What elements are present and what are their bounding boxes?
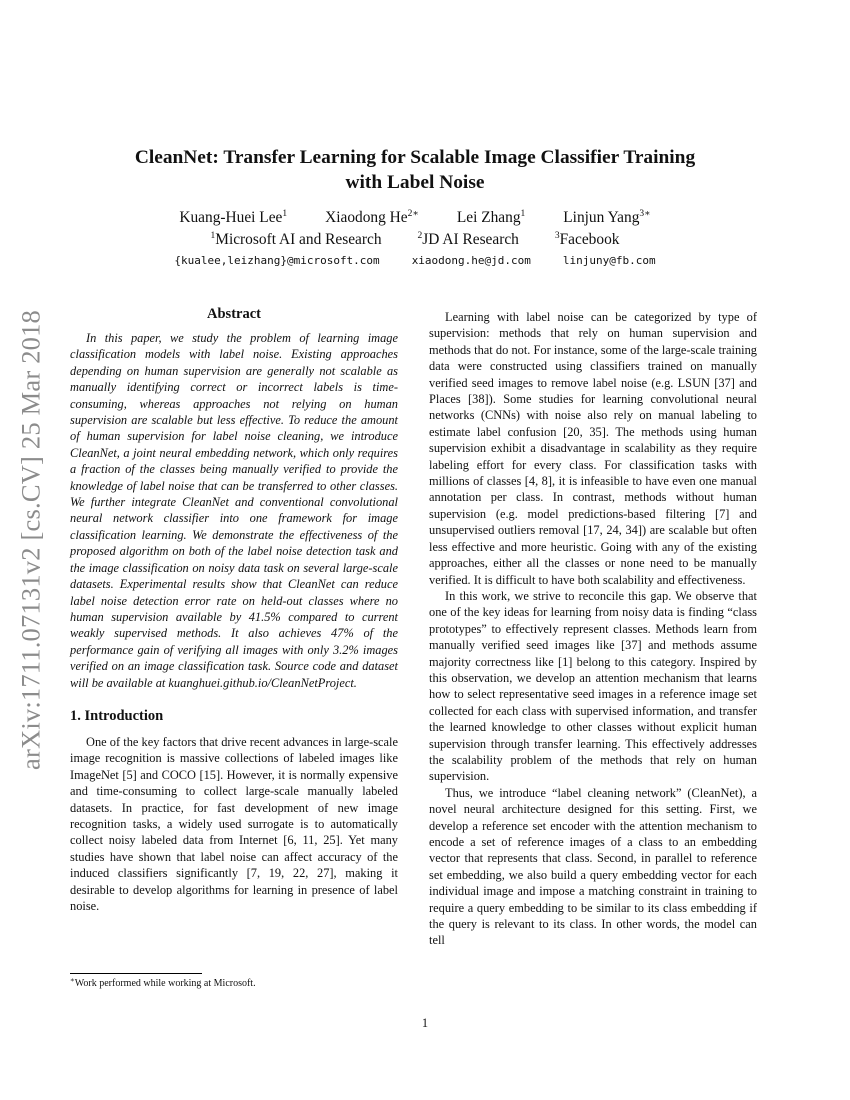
paper-title: [70, 145, 760, 195]
email: {kualee,leizhang}@microsoft.com: [174, 254, 380, 267]
affiliation-list: [60, 230, 770, 250]
title-line-1: CleanNet: Transfer Learning for Scalable Image Classifier Training: [134, 147, 696, 168]
affiliation: $^3$Facebook: [554, 231, 620, 248]
right-column: [429, 309, 757, 949]
author: Linjun Yang$^{3∗}$: [563, 209, 651, 226]
title-line-2: with Label Noise: [345, 172, 485, 193]
author: Lei Zhang$^1$: [456, 209, 526, 226]
email: linjuny@fb.com: [562, 254, 656, 267]
arxiv-id: arXiv:1711.07131v2 [cs.CV] 25 Mar 2018: [15, 309, 46, 771]
affiliation: $^1$Microsoft AI and Research: [210, 231, 382, 248]
body-paragraph: In this work, we strive to reconcile this gap. We observe that one of the key ideas for learning from noisy data is finding “class prototypes” to effectively represent classes. Methods learn from manually verified seed images like [37] and methods assume majority correctness like [1] belong to this category. Inspired by this observation, we develop an attention mechanism that learns how to select representative seed images in a reference image set collected for each class with supervised information, and transfer the learned knowledge to other classes without explicit human supervision through transfer learning. This effectively addresses the scalability problem of the methods that rely on human supervision.: [429, 588, 757, 784]
email: xiaodong.he@jd.com: [411, 254, 531, 267]
author: Kuang-Huei Lee$^1$: [179, 209, 288, 226]
email-list: [60, 253, 770, 269]
author-list: [60, 208, 770, 228]
affiliation: $^2$JD AI Research: [417, 231, 519, 248]
arxiv-sidebar-stamp: [8, 290, 54, 790]
author: Xiaodong $He^{2∗}$: [325, 209, 419, 226]
body-paragraph: Learning with label noise can be categorized by type of supervision: methods that rely on human supervision and methods that do not. For instance, some of the large-scale training data were constructed using classifiers trained on manually verified seed images to remove label noise (e.g. LSUN [37] and Places [38]). Some studies for learning convolutional neural networks (CNNs) with noise also rely on manual labeling to estimate label confusion [20, 35]. The methods using human supervision exhibit a disadvantage in scalability as they require labeling effort for every class. For classification tasks with millions of classes [4, 8], it is infeasible to have even one manual annotation per class. In contrast, methods without human supervision (e.g. model predictions-based filtering [7] and unsupervised outliers removal [17, 24, 34]) are scalable but often less effective and more heuristic. Going with any of the existing approaches, either all the classes or none need to be manually verified. It is difficult to have both scalability and effectiveness.: [429, 310, 757, 587]
abstract-heading: Abstract: [207, 306, 261, 322]
footnote-rule: [70, 973, 202, 974]
page-number: 1: [421, 1016, 429, 1030]
body-paragraph: Thus, we introduce “label cleaning network” (CleanNet), a novel neural architecture designed for this setting. First, we develop a reference set encoder with the attention mechanism to encode a set of reference images of a class to an embedding vector that represents that class. Second, in parallel to reference set embedding, we also build a query embedding vector for each individual image and impose a matching constraint in training to require a query embedding to be similar to its class embedding if the query is relevant to its class. In other words, the model can tell: [429, 785, 757, 948]
section-heading-introduction: 1. Introduction: [70, 707, 164, 724]
abstract-text: In this paper, we study the problem of learning image classification models with label noise. Existing approaches depending on human supervision are generally not scalable as manually identifying correct or incorrect labels is time-consuming, whereas approaches not relying on human supervision are scalable but less effective. To reduce the amount of human supervision for label noise cleaning, we introduce CleanNet, a joint neural embedding network, which only requires a fraction of the classes being manually verified to provide the knowledge of label noise that can be transferred to other classes. We further integrate CleanNet and conventional convolutional neural network classifier into one framework for image classification learning. We demonstrate the effectiveness of the proposed algorithm on both of the label noise detection task and the image classification on noisy data task on several large-scale datasets. Experimental results show that CleanNet can reduce label noise detection error rate on held-out classes where no human supervision available by 41.5% compared to current weakly supervised methods. It also achieves 47% of the performance gain of verifying all images with only 3.2% images verified on an image classification task. Source code and dataset will be available at kuanghuei.github.io/CleanNetProject.: [70, 331, 398, 690]
footnote: ∗Work performed while working at Microsoft.: [70, 976, 256, 989]
intro-paragraph: One of the key factors that drive recent advances in large-scale image recognition is massive collections of labeled images like ImageNet [5] and COCO [15]. However, it is normally expensive and time-consuming to collect large-scale manually labeled datasets. In practice, for fast development of new image recognition tasks, a widely used surrogate is to automatically collect noisy labeled data from Internet [6, 11, 25]. Yet many studies have shown that label noise can affect accuracy of the induced classifiers significantly [7, 19, 22, 27], making it desirable to develop algorithms for learning in presence of label noise.: [70, 734, 398, 913]
left-column: [70, 305, 398, 914]
